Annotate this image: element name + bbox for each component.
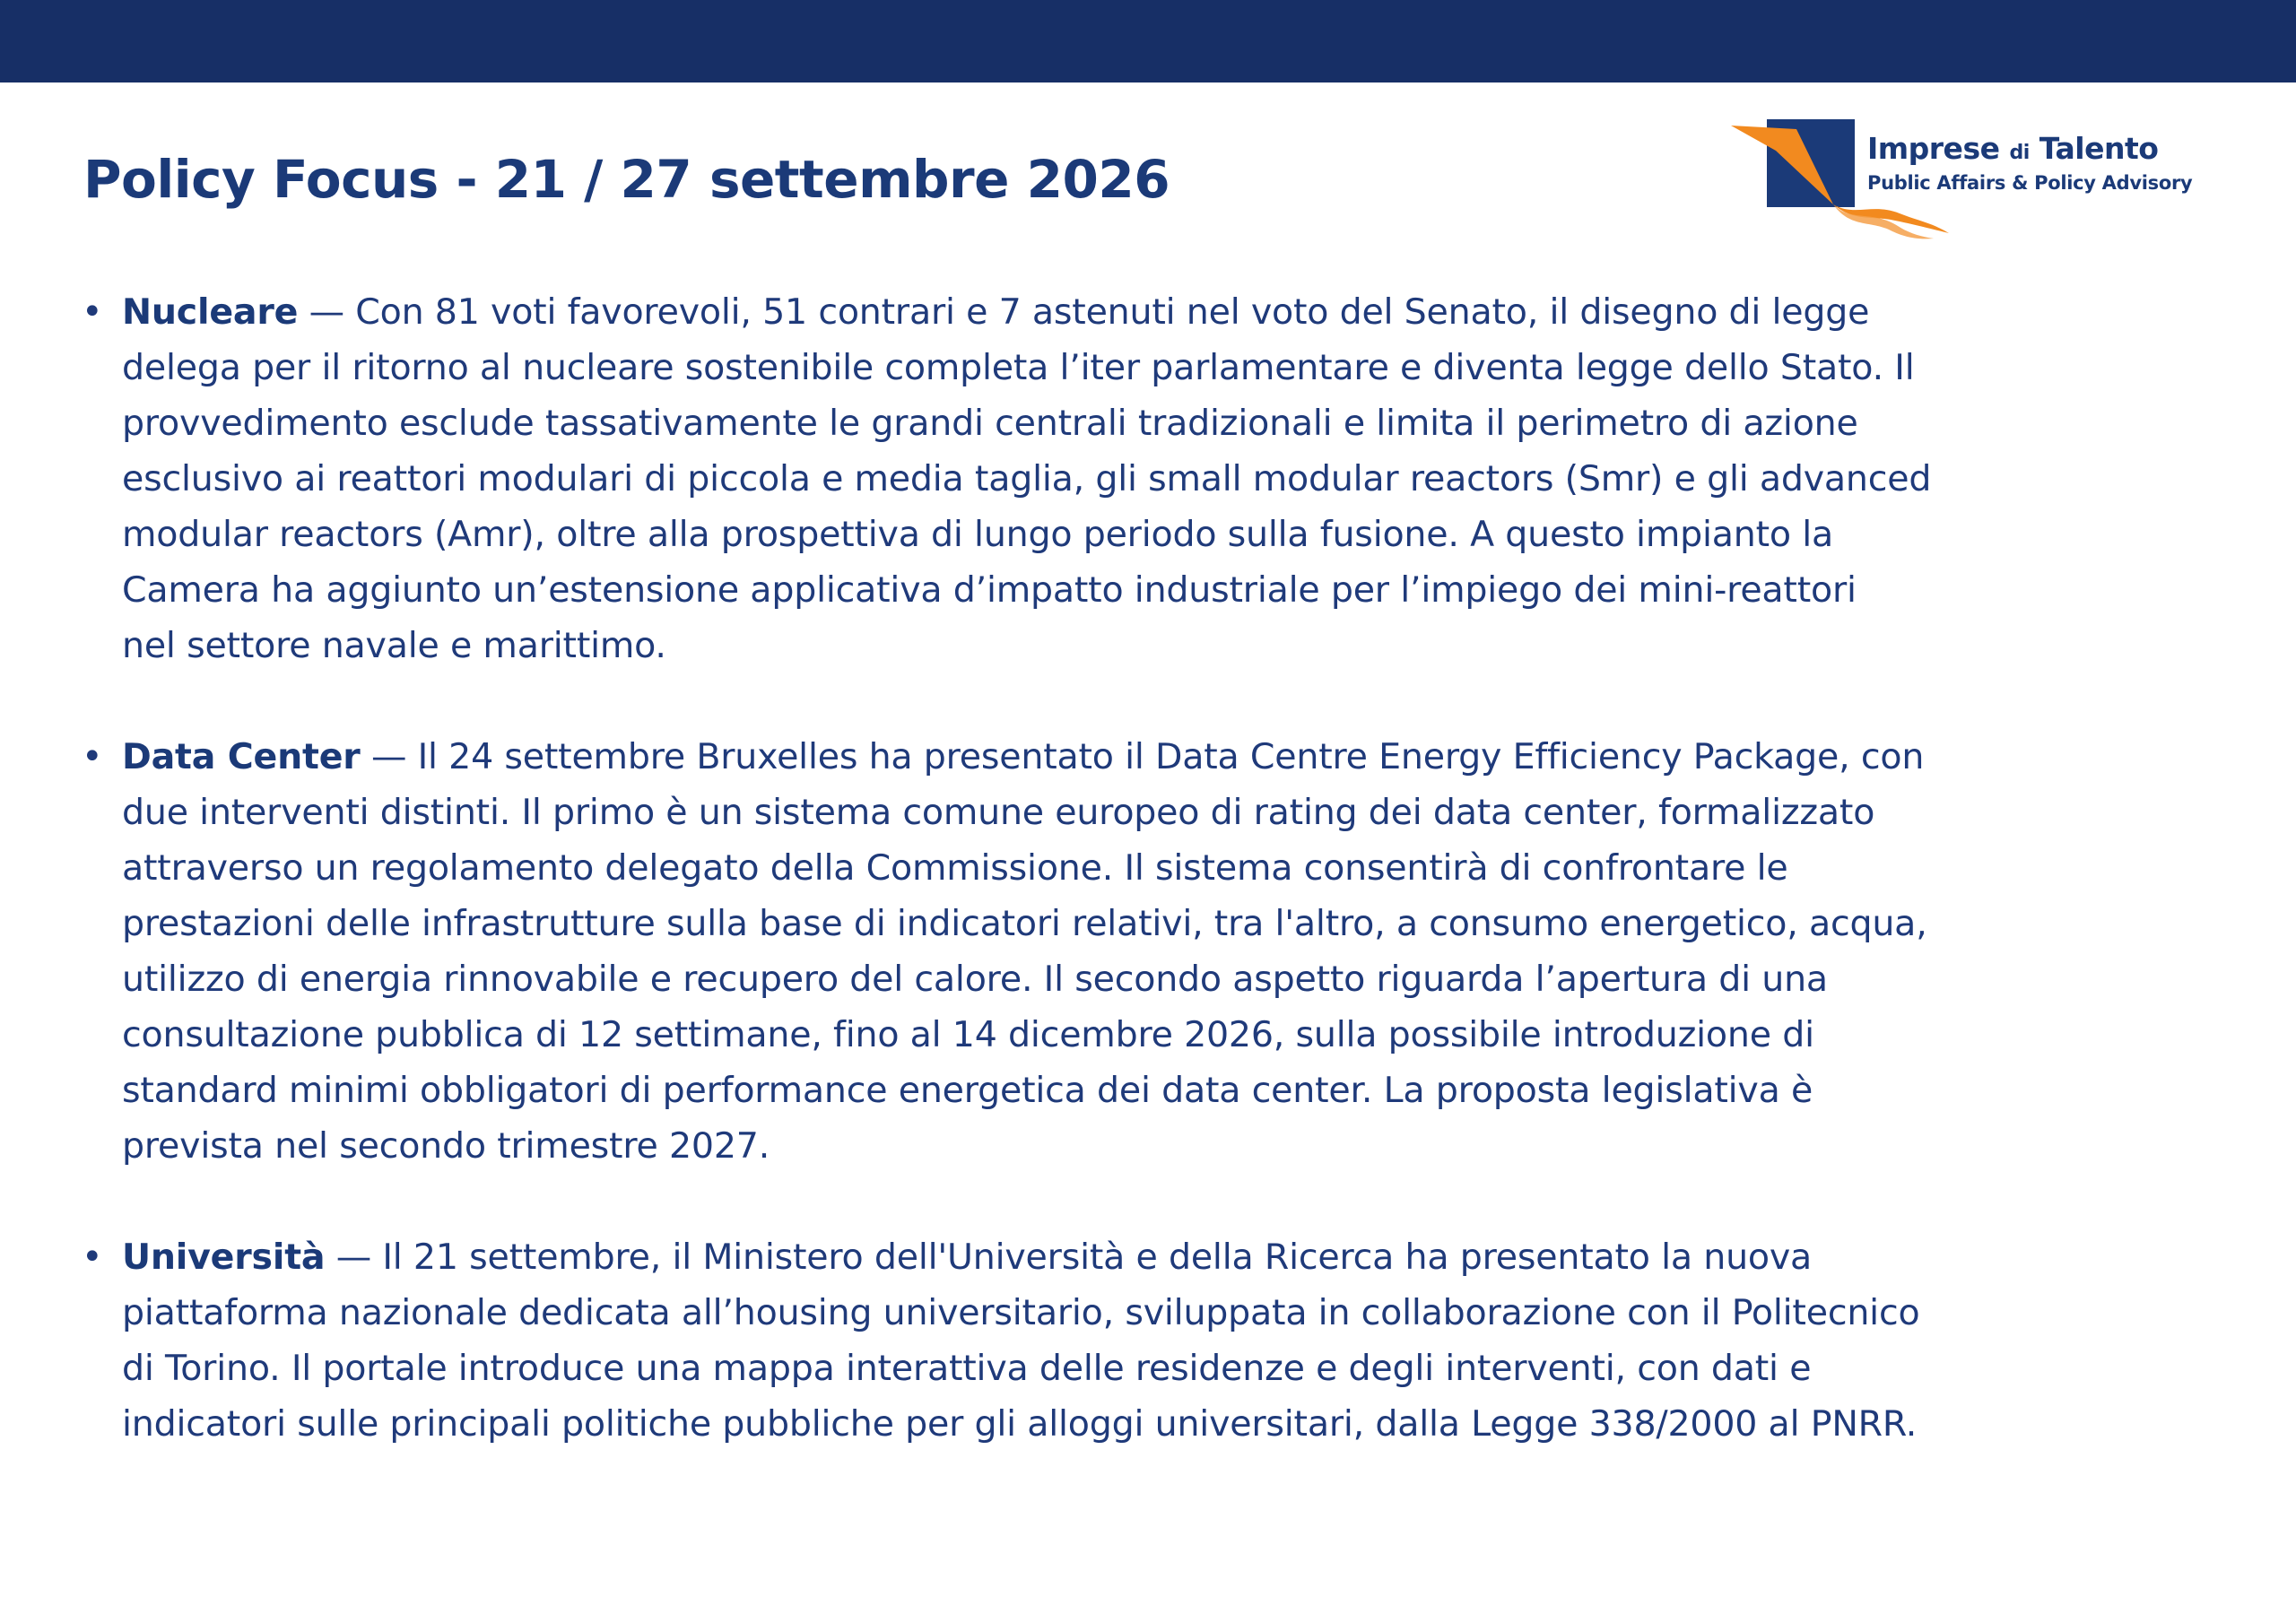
policy-topic: Nucleare — [122, 291, 299, 333]
policy-text-line: modular reactors (Amr), oltre alla prospettiva di lungo periodo sulla fusione. A questo impianto la — [122, 514, 1833, 555]
bullet-icon: • — [82, 1237, 103, 1278]
policy-text-line: piattaforma nazionale dedicata all’housing universitario, sviluppata in collaborazione con il Politecnico — [122, 1292, 1920, 1333]
policy-text-line: — Il 21 settembre, il Ministero dell'Università e della Ricerca ha presentato la nuova — [325, 1237, 1813, 1278]
policy-text-line: utilizzo di energia rinnovabile e recupero del calore. Il secondo aspetto riguarda l’apertura di una — [122, 959, 1828, 1000]
company-logo — [1729, 117, 2231, 251]
policy-text-line: consultazione pubblica di 12 settimane, fino al 14 dicembre 2026, sulla possibile introduzione di — [122, 1014, 1814, 1055]
policy-topic: Università — [122, 1237, 326, 1278]
policy-text-line: esclusivo ai reattori modulari di piccola e media taglia, gli small modular reactors (Smr) e gli advanced — [122, 458, 1932, 499]
logo-name: Imprese di Talento — [1867, 131, 2159, 166]
policy-text-line: provvedimento esclude tassativamente le grandi centrali tradizionali e limita il perimetro di azione — [122, 403, 1858, 444]
policy-topic: Data Center — [122, 736, 361, 777]
page-title: Policy Focus - 21 / 27 settembre 2026 — [83, 149, 1170, 210]
logo-tagline: Public Affairs & Policy Advisory — [1867, 172, 2193, 194]
policy-text-line: delega per il ritorno al nucleare sostenibile completa l’iter parlamentare e diventa legge dello Stato. Il — [122, 347, 1915, 388]
bullet-icon: • — [82, 736, 103, 777]
policy-item-nucleare — [79, 284, 2231, 673]
top-banner — [0, 0, 2296, 82]
policy-text-line: prevista nel secondo trimestre 2027. — [122, 1125, 770, 1167]
policy-text-line: — Con 81 voti favorevoli, 51 contrari e 7 astenuti nel voto del Senato, il disegno di legge — [298, 291, 1870, 333]
policy-text-line: di Torino. Il portale introduce una mappa interattiva delle residenze e degli interventi, con dati e — [122, 1348, 1812, 1389]
policy-text-line: nel settore navale e marittimo. — [122, 625, 666, 666]
policy-item-data-center — [79, 729, 2231, 1174]
policy-text-line: indicatori sulle principali politiche pubbliche per gli alloggi universitari, dalla Legge 338/2000 al PNRR. — [122, 1403, 1918, 1445]
policy-text-line: Camera ha aggiunto un’estensione applicativa d’impatto industriale per l’impiego dei mini-reattori — [122, 569, 1857, 611]
policy-text-line: — Il 24 settembre Bruxelles ha presentato il Data Centre Energy Efficiency Package, con — [360, 736, 1925, 777]
bullet-icon: • — [82, 291, 103, 333]
policy-text-line: due interventi distinti. Il primo è un sistema comune europeo di rating dei data center, formalizzato — [122, 792, 1875, 833]
policy-text-line: prestazioni delle infrastrutture sulla base di indicatori relativi, tra l'altro, a consumo energetico, acqua, — [122, 903, 1927, 944]
policy-item-universita — [79, 1229, 2231, 1452]
policy-text-line: standard minimi obbligatori di performance energetica dei data center. La proposta legislativa è — [122, 1070, 1813, 1111]
policy-list — [79, 284, 2231, 1507]
policy-text-line: attraverso un regolamento delegato della Commissione. Il sistema consentirà di confrontare le — [122, 847, 1788, 889]
